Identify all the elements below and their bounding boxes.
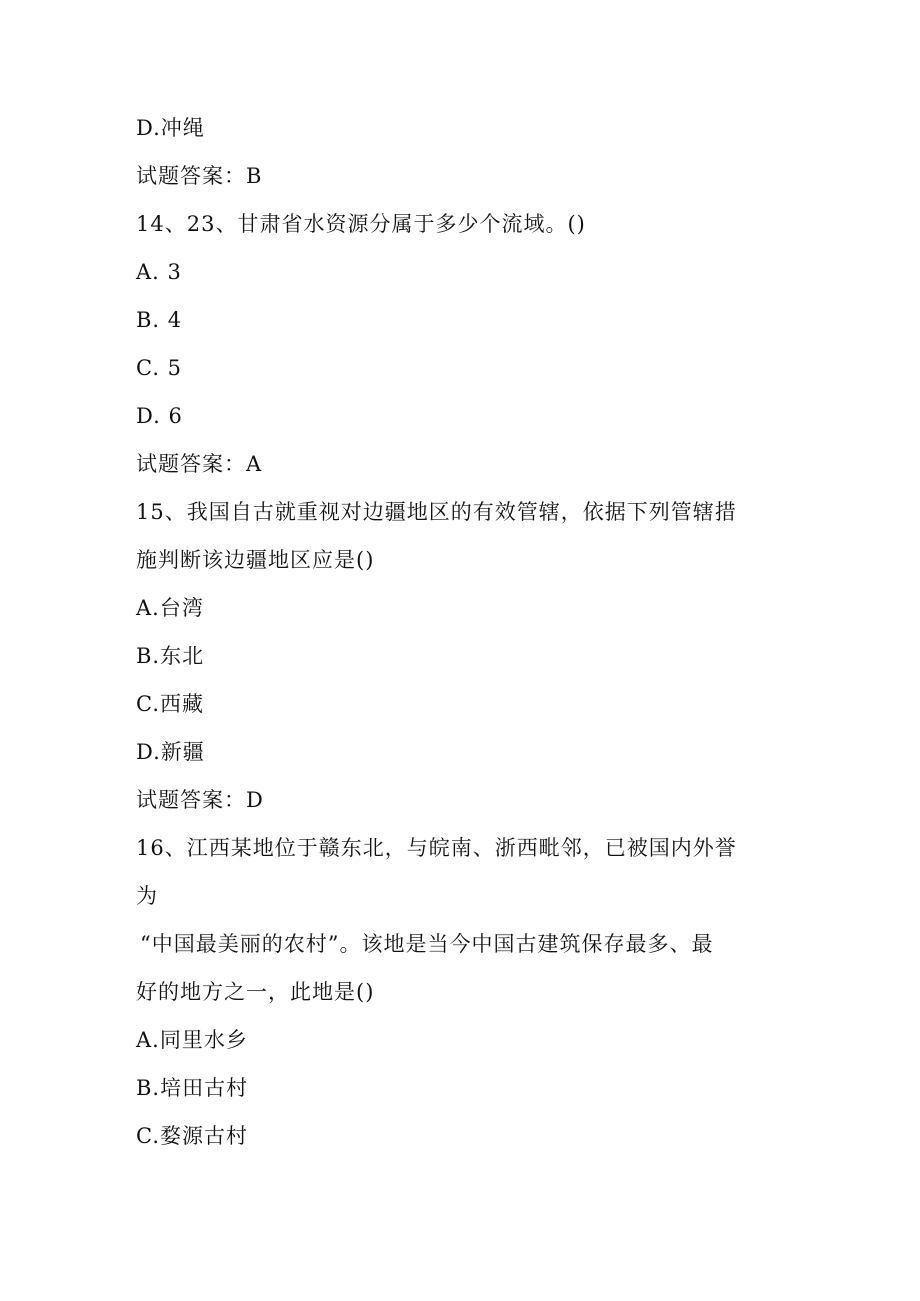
option-a-q14: A. 3 [136, 260, 182, 284]
option-b-q16: B.培田古村 [136, 1076, 249, 1100]
option-d-q15: D.新疆 [136, 740, 205, 764]
question-16-line-2: 为 [136, 884, 158, 908]
question-15-line-1: 15、我国自古就重视对边疆地区的有效管辖，依据下列管辖措 [136, 500, 737, 524]
question-14: 14、23、甘肃省水资源分属于多少个流域。() [136, 212, 586, 236]
option-d-q14: D. 6 [136, 404, 183, 428]
option-b-q14: B. 4 [136, 308, 183, 332]
question-15-line-2: 施判断该边疆地区应是() [136, 548, 375, 572]
question-16-line-4: 好的地方之一，此地是() [136, 980, 375, 1004]
document-page [136, 104, 796, 1160]
option-a-q16: A.同里水乡 [136, 1028, 248, 1052]
option-c-q16: C.婺源古村 [136, 1124, 248, 1148]
option-a-q15: A.台湾 [136, 596, 204, 620]
option-d-q13: D.冲绳 [136, 116, 205, 140]
question-16-line-1: 16、江西某地位于赣东北，与皖南、浙西毗邻，已被国内外誉 [136, 836, 737, 860]
answer-q13: 试题答案：B [136, 164, 263, 188]
option-b-q15: B.东北 [136, 644, 205, 668]
option-c-q15: C.西藏 [136, 692, 204, 716]
answer-q15: 试题答案：D [136, 788, 264, 812]
answer-q14: 试题答案：A [136, 452, 263, 476]
question-16-line-3: “中国最美丽的农村”。该地是当今中国古建筑保存最多、最 [140, 932, 714, 956]
option-c-q14: C. 5 [136, 356, 183, 380]
